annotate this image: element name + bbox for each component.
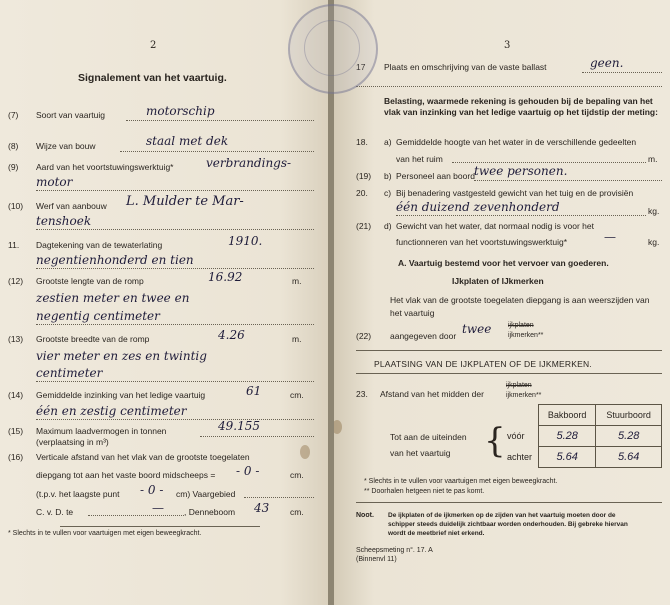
section-heading: PLAATSING VAN DE IJKPLATEN OF DE IJKMERKEN.: [374, 359, 592, 369]
handwritten-value: negentig centimeter: [36, 309, 160, 323]
unit-label: cm.: [290, 470, 304, 480]
field-label: Aard van het voortstuwingswerktuig*: [36, 162, 174, 172]
footnote: * Slechts in te vullen voor vaartuigen met eigen beweegkracht.: [364, 478, 558, 485]
row-number: 20.: [356, 188, 368, 198]
handwritten-value: 43: [254, 501, 270, 515]
row-number: 18.: [356, 137, 368, 147]
row-number: (22): [356, 331, 372, 341]
field-label: Werf van aanbouw: [36, 201, 107, 211]
cell-value: 5.28: [596, 426, 662, 447]
field-label: Plaats en omschrijving van de vaste ballast: [384, 62, 547, 72]
field-label: functionneren van het voortstuwingswerktuig*: [396, 237, 568, 247]
official-stamp: [288, 4, 378, 94]
divider: [356, 502, 662, 503]
row-number: (9): [8, 162, 19, 172]
field-label: Afstand van het midden der: [380, 389, 484, 399]
unit-label: m.: [648, 154, 658, 164]
option: ijkmerken**: [506, 392, 542, 399]
field-label: Gemiddelde hoogte van het water in de verschillende gedeelten: [396, 137, 637, 147]
unit-label: kg.: [648, 206, 660, 216]
handwritten-value: - 0 -: [140, 483, 164, 497]
handwritten-value: negentienhonderd en tien: [36, 253, 194, 267]
table-row: [506, 426, 662, 447]
cell-value: 5.28: [539, 426, 596, 447]
field-label: diepgang tot aan het vaste boord midscheeps =: [36, 470, 216, 480]
page-number: 3: [504, 40, 511, 51]
handwritten-value: —: [604, 230, 616, 244]
vlak-text: Het vlak van de grootste toegelaten diepgang is aan weerszijden van het vaartuig: [390, 295, 650, 318]
field-label: Grootste breedte van de romp: [36, 334, 150, 344]
page-title: Signalement van het vaartuig.: [78, 72, 227, 84]
footnote: ** Doorhalen hetgeen niet te pas komt.: [364, 488, 485, 495]
fill-line: [126, 120, 314, 121]
fill-line: [36, 190, 314, 191]
fill-line: [582, 72, 662, 73]
divider: [356, 373, 662, 374]
table-side-label: Tot aan de uiteinden: [390, 432, 467, 442]
sub-letter: c): [384, 188, 392, 198]
stain: [300, 445, 310, 459]
unit-label: cm) Vaargebied: [176, 489, 236, 499]
row-number: (8): [8, 141, 19, 151]
handwritten-value: 49.155: [218, 419, 260, 433]
field-label: Bij benadering vastgesteld gewicht van het tuig en de provisiën: [396, 188, 634, 198]
handwritten-value: - 0 -: [236, 464, 260, 478]
sub-letter: b): [384, 171, 392, 181]
option-struck: ijkplaten: [508, 322, 534, 329]
field-label: , Denneboom: [184, 507, 236, 517]
handwritten-value: één duizend zevenhonderd: [396, 200, 560, 214]
row-number: (10): [8, 201, 24, 211]
belasting-text: Belasting, waarmede rekening is gehouden bij de bepaling van het vlak van inzinking van het ledige vaartuig op het tijdstip der meting:: [384, 96, 658, 117]
handwritten-value: motor: [36, 175, 73, 189]
fill-line: [396, 215, 646, 216]
page-number: 2: [150, 40, 157, 51]
row-number: (16): [8, 452, 24, 462]
fill-line: [200, 436, 314, 437]
field-label: Soort van vaartuig: [36, 110, 105, 120]
handwritten-value: tenshoek: [36, 214, 92, 228]
fill-line: [244, 497, 314, 498]
left-page: [0, 0, 330, 605]
handwritten-value: verbrandings-: [206, 156, 292, 170]
handwritten-value: 16.92: [208, 270, 243, 284]
fill-line: [452, 162, 646, 163]
field-label-sub: (verplaatsing in m³): [36, 437, 109, 447]
row-label: achter: [507, 452, 533, 462]
fill-line: [36, 381, 314, 382]
handwritten-value: —: [152, 501, 164, 515]
fill-line: [36, 268, 314, 269]
unit-label: kg.: [648, 237, 660, 247]
field-label: Personeel aan boord: [396, 171, 475, 181]
section-heading: A. Vaartuig bestemd voor het vervoer van goederen.: [398, 258, 609, 268]
unit-label: m.: [292, 334, 302, 344]
handwritten-value: motorschip: [146, 104, 215, 118]
row-number: (19): [356, 171, 372, 181]
sub-letter: d): [384, 221, 392, 231]
row-label: vóór: [507, 431, 525, 441]
field-label: Grootste lengte van de romp: [36, 276, 144, 286]
col-header-stuurboord: Stuurboord: [596, 405, 662, 426]
footnote: * Slechts in te vullen voor vaartuigen met eigen beweegkracht.: [8, 530, 202, 537]
brace: {: [484, 421, 506, 461]
fill-line: [36, 324, 314, 325]
form-number: Scheepsmeting n°. 17. A: [356, 547, 433, 554]
field-label: Gewicht van het water, dat normaal nodig is voor het: [396, 221, 594, 231]
fill-line: [88, 515, 184, 516]
note-text: schipper steeds duidelijk zichtbaar worden onderhouden. Bij gebreke hiervan: [388, 521, 628, 528]
field-label: Gemiddelde inzinking van het ledige vaartuig: [36, 390, 206, 400]
right-page: [334, 0, 670, 605]
field-label: Maximum laadvermogen in tonnen: [36, 426, 167, 436]
option: ijkmerken**: [508, 332, 544, 339]
form-code: (Binnenvl 11): [356, 556, 397, 563]
stain: [334, 420, 342, 434]
field-label: Dagtekening van de tewaterlating: [36, 240, 163, 250]
field-label: Verticale afstand van het vlak van de grootste toegelaten: [36, 452, 250, 462]
handwritten-value: 4.26: [218, 328, 245, 342]
note-label: Noot.: [356, 512, 374, 519]
field-label: Wijze van bouw: [36, 141, 96, 151]
table-row: [506, 447, 662, 468]
row-number: (21): [356, 221, 372, 231]
fill-line: [356, 86, 662, 87]
unit-label: m.: [292, 276, 302, 286]
field-label: (t.p.v. het laagste punt: [36, 489, 120, 499]
fill-line: [120, 151, 314, 152]
row-number: (14): [8, 390, 24, 400]
handwritten-value: twee: [462, 322, 492, 336]
row-number: (7): [8, 110, 19, 120]
divider: [60, 526, 260, 527]
note-text: De ijkplaten of de ijkmerken op de zijden van het vaartuig moeten door de: [388, 512, 616, 519]
option-struck: ijkplaten: [506, 382, 532, 389]
col-header-bakboord: Bakboord: [539, 405, 596, 426]
unit-label: cm.: [290, 390, 304, 400]
cell-value: 5.64: [539, 447, 596, 468]
handwritten-value: staal met dek: [146, 134, 229, 148]
field-label: van het ruim: [396, 154, 443, 164]
cell-value: 5.64: [596, 447, 662, 468]
field-label: C. v. D. te: [36, 507, 74, 517]
section-subheading: IJkplaten of IJkmerken: [452, 276, 544, 286]
ijk-table: [506, 404, 662, 468]
handwritten-value: zestien meter en twee en: [36, 291, 190, 305]
handwritten-value: geen.: [590, 56, 624, 70]
fill-line: [36, 419, 314, 420]
handwritten-value: centimeter: [36, 366, 103, 380]
field-label: aangegeven door: [390, 331, 457, 341]
handwritten-value: vier meter en zes en twintig: [36, 349, 207, 363]
row-number: (13): [8, 334, 24, 344]
sub-letter: a): [384, 137, 392, 147]
handwritten-value: 1910.: [228, 234, 263, 248]
handwritten-value: L. Mulder te Mar-: [126, 194, 244, 209]
handwritten-value: 61: [246, 384, 262, 398]
row-number: 17: [356, 62, 366, 72]
table-side-label: van het vaartuig: [390, 448, 451, 458]
handwritten-value: twee personen.: [474, 164, 568, 178]
handwritten-value: één en zestig centimeter: [36, 404, 187, 418]
note-text: wordt de meetbrief niet erkend.: [388, 530, 485, 537]
fill-line: [474, 180, 662, 181]
row-number: 11.: [8, 240, 20, 250]
row-number: (12): [8, 276, 24, 286]
row-number: (15): [8, 426, 24, 436]
row-number: 23.: [356, 389, 368, 399]
divider: [356, 350, 662, 351]
unit-label: cm.: [290, 507, 304, 517]
fill-line: [36, 229, 314, 230]
